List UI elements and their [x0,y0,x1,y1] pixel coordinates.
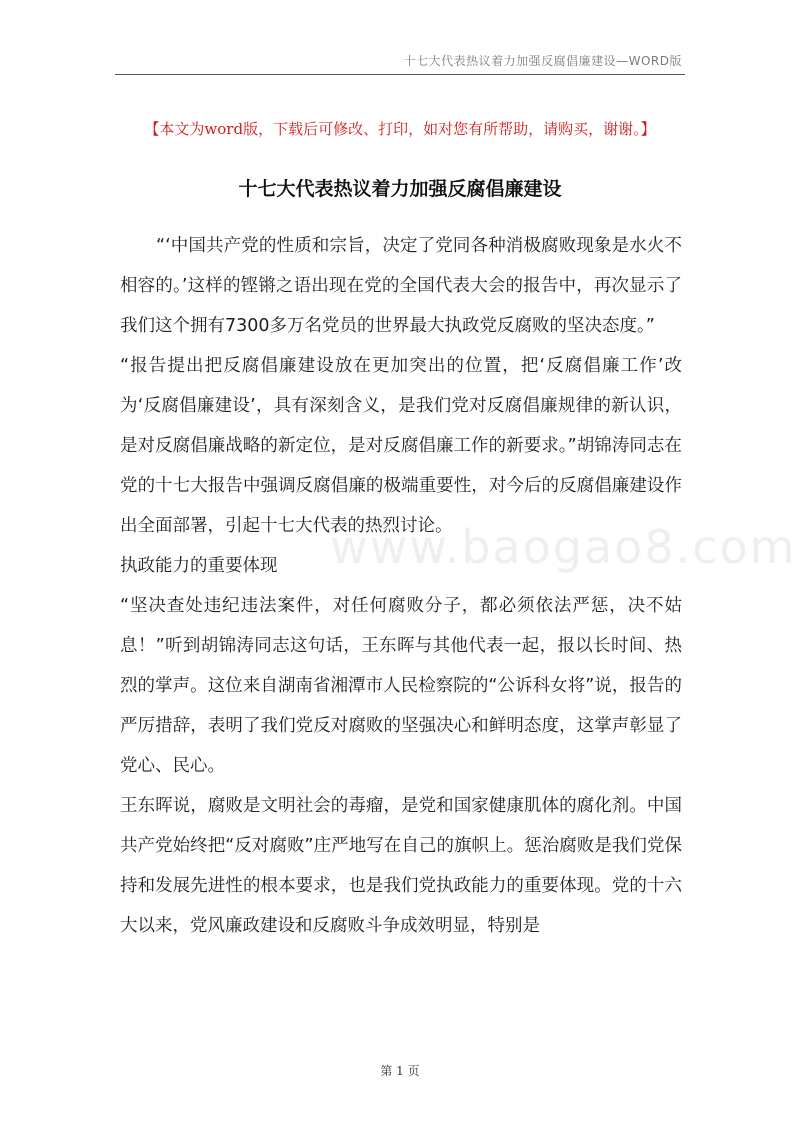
paragraph-3: “坚决查处违纪违法案件，对任何腐败分子，都必须依法严惩，决不姑息！”听到胡锦涛同志这句话，王东晖与其他代表一起，报以长时间、热烈的掌声。这位来自湖南省湘潭市人民检察院的“公诉科女将”说，报告的严厉措辞，表明了我们党反对腐败的坚强决心和鲜明态度，这掌声彰显了党心、民心。 [120,596,682,776]
header-rule [115,74,685,75]
page-number: 第 1 页 [380,1064,420,1078]
paragraph-1: “‘中国共产党的性质和宗旨，决定了党同各种消极腐败现象是水火不相容的。’这样的铿锵之语出现在党的全国代表大会的报告中，再次显示了我们这个拥有7300多万名党员的世界最大执政党反腐败的坚决态度。” [120,236,682,336]
section-heading: 执政能力的重要体现 [120,556,278,576]
paragraph-2: “报告提出把反腐倡廉建设放在更加突出的位置，把‘反腐倡廉工作’改为‘反腐倡廉建设’，具有深刻含义，是我们党对反腐倡廉规律的新认识，是对反腐倡廉战略的新定位，是对反腐倡廉工作的新要求。”胡锦涛同志在党的十七大报告中强调反腐倡廉的极端重要性，对今后的反腐倡廉建设作出全面部署，引起十七大代表的热烈讨论。 [120,356,682,536]
purchase-notice: 【本文为word版，下载后可修改、打印，如对您有所帮助，请购买，谢谢。】 [144,120,656,138]
paragraph-4: 王东晖说，腐败是文明社会的毒瘤，是党和国家健康肌体的腐化剂。中国共产党始终把“反对腐败”庄严地写在自己的旗帜上。惩治腐败是我们党保持和发展先进性的根本要求，也是我们党执政能力的重要体现。党的十六大以来，党风廉政建设和反腐败斗争成效明显，特别是 [120,796,682,936]
document-title: 十七大代表热议着力加强反腐倡廉建设 [238,178,562,200]
running-header: 十七大代表热议着力加强反腐倡廉建设—WORD版 [403,54,682,68]
document-body [120,226,682,946]
watermark: www.baogao8.com [330,520,797,574]
